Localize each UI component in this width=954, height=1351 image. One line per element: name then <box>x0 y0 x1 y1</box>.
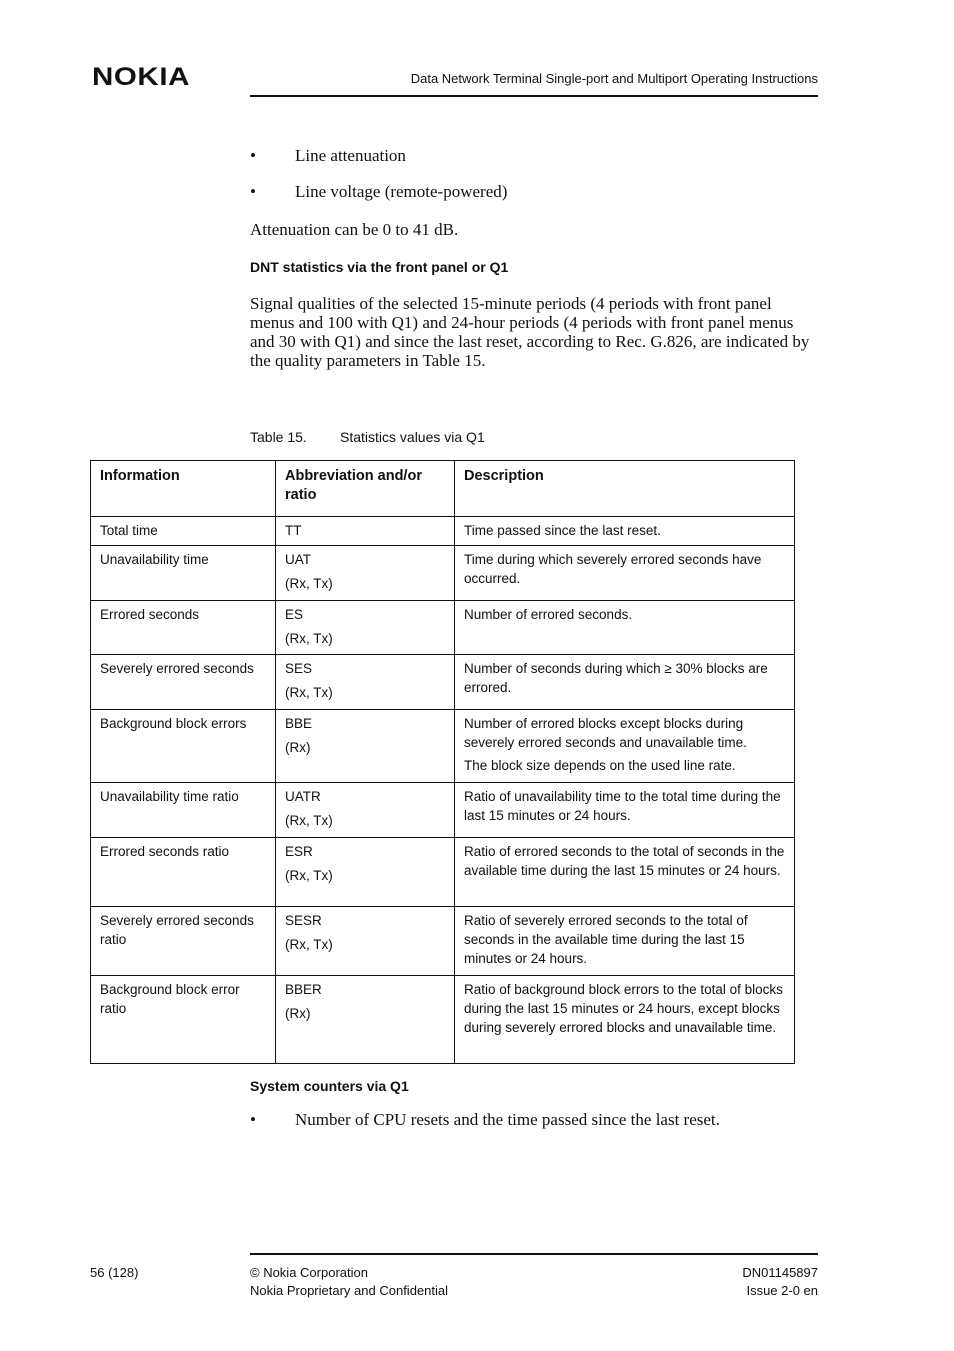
table-caption-text: Statistics values via Q1 <box>340 429 485 445</box>
direction: (Rx, Tx) <box>285 685 333 700</box>
description-cell <box>455 710 795 783</box>
direction: (Rx, Tx) <box>285 937 333 952</box>
abbreviation: BBER <box>285 982 322 997</box>
table-row <box>91 710 795 783</box>
description: Ratio of severely errored seconds to the total of seconds in the available time during the last 15 minutes or 24 hours. <box>464 913 748 966</box>
abbreviation-cell <box>276 655 455 710</box>
document-title: Data Network Terminal Single-port and Multiport Operating Instructions <box>410 71 818 86</box>
direction: (Rx, Tx) <box>285 576 333 591</box>
information-cell: Severely errored seconds ratio <box>91 907 276 976</box>
table-row <box>91 838 795 907</box>
footer-left <box>250 1264 448 1300</box>
description-cell <box>455 976 795 1064</box>
issue-number: Issue 2-0 en <box>746 1283 818 1298</box>
abbreviation-cell <box>276 838 455 907</box>
direction: (Rx) <box>285 1006 311 1021</box>
description: Time passed since the last reset. <box>464 523 661 538</box>
bullet-marker: • <box>250 1110 256 1129</box>
abbreviation-cell <box>276 601 455 655</box>
abbreviation: BBE <box>285 716 313 731</box>
footer-divider <box>250 1253 818 1255</box>
description-cell <box>455 655 795 710</box>
description-cell <box>455 546 795 601</box>
column-header-abbreviation: Abbreviation and/or ratio <box>276 461 455 517</box>
nokia-logo: NOKIA <box>92 63 191 91</box>
description: Ratio of errored seconds to the total of seconds in the available time during the last 15 minutes or 24 hours. <box>464 844 785 878</box>
information-cell: Total time <box>91 517 276 546</box>
abbreviation: SES <box>285 661 313 676</box>
information-cell: Background block errors <box>91 710 276 783</box>
information-cell: Background block error ratio <box>91 976 276 1064</box>
abbreviation-cell <box>276 517 455 546</box>
attenuation-paragraph: Attenuation can be 0 to 41 dB. <box>250 220 459 239</box>
abbreviation-cell <box>276 783 455 838</box>
abbreviation-cell <box>276 976 455 1064</box>
bullet-marker: • <box>250 182 256 201</box>
table-row <box>91 517 795 546</box>
direction: (Rx) <box>285 740 311 755</box>
table-caption-number: Table 15. <box>250 429 307 445</box>
table-row <box>91 601 795 655</box>
abbreviation-cell <box>276 907 455 976</box>
list-item-text: Line attenuation <box>295 146 406 165</box>
abbreviation-cell <box>276 710 455 783</box>
section-heading-dnt-statistics: DNT statistics via the front panel or Q1 <box>250 259 509 275</box>
table-row <box>91 783 795 838</box>
abbreviation: ES <box>285 607 304 622</box>
bullet-marker: • <box>250 146 256 165</box>
description-cell <box>455 601 795 655</box>
statistics-table <box>90 460 795 1064</box>
description: Time during which severely errored seconds have occurred. <box>464 552 762 586</box>
description: Ratio of background block errors to the total of blocks during the last 15 minutes or 24 hours, except blocks during severely errored blocks and unavailable time. <box>464 982 783 1035</box>
column-header-information: Information <box>91 461 276 517</box>
description-cell <box>455 838 795 907</box>
page-number: 56 (128) <box>90 1265 139 1280</box>
table-row <box>91 546 795 601</box>
header-divider <box>250 95 818 97</box>
list-item-text: Line voltage (remote-powered) <box>295 182 508 201</box>
abbreviation: SESR <box>285 913 322 928</box>
abbreviation: UATR <box>285 789 321 804</box>
statistics-paragraph: Signal qualities of the selected 15-minute periods (4 periods with front panel menus and 100 with Q1) and 24-hour periods (4 periods with front panel menus and 30 with Q1) and since the last reset, according to Rec. G.826, are indicated by the quality parameters in Table 15. <box>250 294 810 370</box>
direction: (Rx, Tx) <box>285 813 333 828</box>
list-item-text: Number of CPU resets and the time passed since the last reset. <box>295 1110 720 1129</box>
copyright-text: © Nokia Corporation <box>250 1265 368 1280</box>
information-cell: Severely errored seconds <box>91 655 276 710</box>
confidentiality-text: Nokia Proprietary and Confidential <box>250 1283 448 1298</box>
description-cell <box>455 907 795 976</box>
description: Number of errored blocks except blocks during severely errored seconds and unavailable time. <box>464 716 747 750</box>
section-heading-system-counters: System counters via Q1 <box>250 1078 409 1094</box>
table-row <box>91 907 795 976</box>
footer-right <box>618 1264 818 1300</box>
table-row <box>91 655 795 710</box>
information-cell: Unavailability time ratio <box>91 783 276 838</box>
information-cell: Errored seconds <box>91 601 276 655</box>
description-cell <box>455 517 795 546</box>
description: Number of seconds during which ≥ 30% blocks are errored. <box>464 661 768 695</box>
information-cell: Errored seconds ratio <box>91 838 276 907</box>
description: Number of errored seconds. <box>464 607 633 622</box>
table-row <box>91 976 795 1064</box>
abbreviation-cell <box>276 546 455 601</box>
description-cell <box>455 783 795 838</box>
column-header-description: Description <box>455 461 795 517</box>
abbreviation: UAT <box>285 552 311 567</box>
document-id: DN01145897 <box>742 1265 818 1280</box>
description: Ratio of unavailability time to the total time during the last 15 minutes or 24 hours. <box>464 789 781 823</box>
abbreviation: TT <box>285 523 302 538</box>
direction: (Rx, Tx) <box>285 868 333 883</box>
abbreviation: ESR <box>285 844 313 859</box>
information-cell: Unavailability time <box>91 546 276 601</box>
table-caption <box>250 429 485 445</box>
direction: (Rx, Tx) <box>285 631 333 646</box>
description-note: The block size depends on the used line rate. <box>464 758 736 773</box>
table-header-row <box>91 461 795 517</box>
